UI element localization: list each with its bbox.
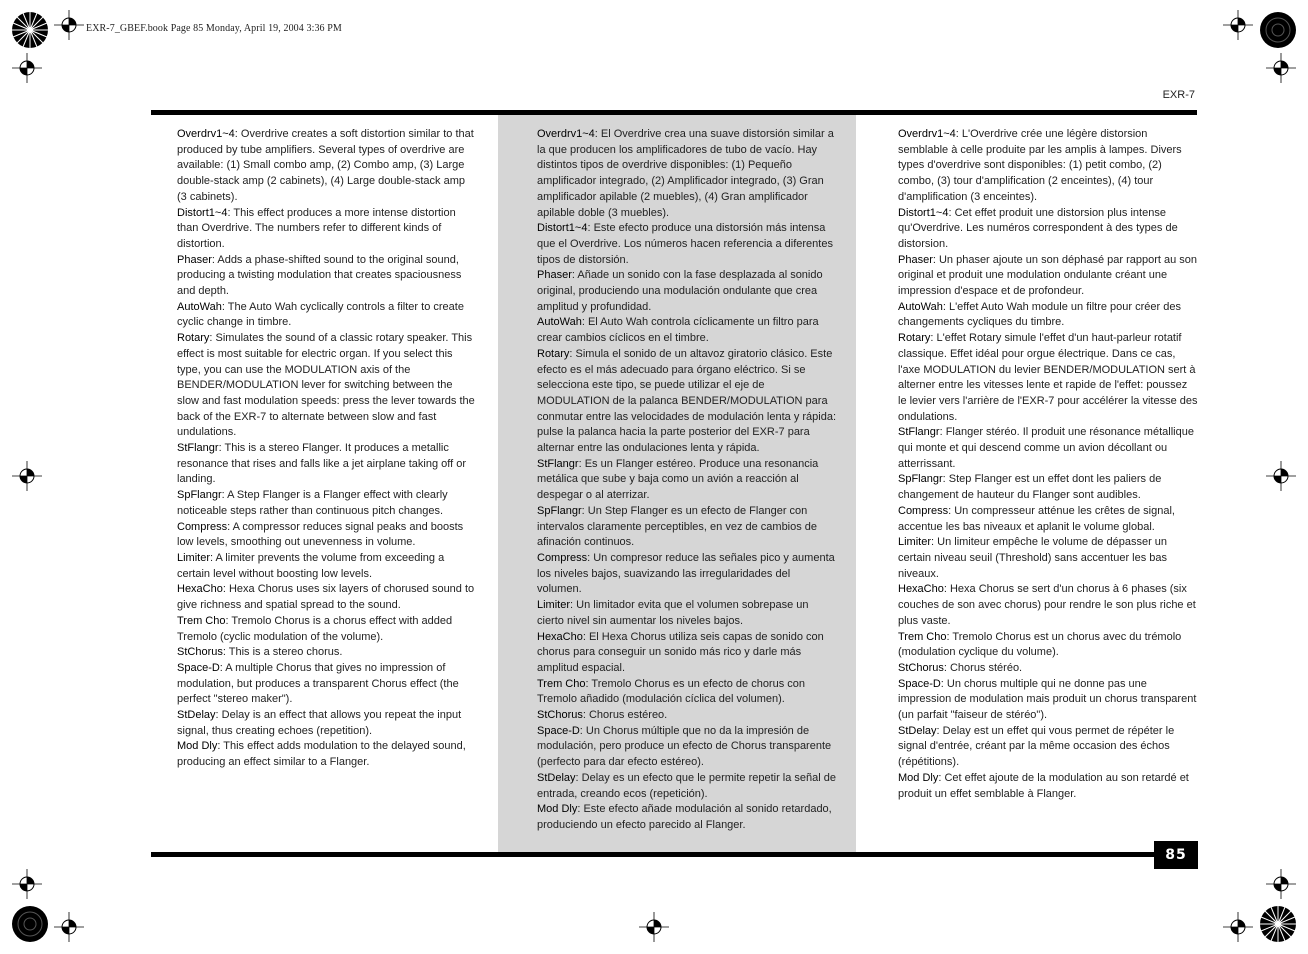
entry-term: Limiter: [177, 551, 211, 564]
entry-distortion: [177, 206, 477, 253]
entry-text: : Un chorus multiple qui ne donne pas une impression de modulation mais produit un chorus transparent (un parfait "faiseur de stéréo").: [898, 677, 1197, 722]
entry-text: : Hexa Chorus se sert d'un chorus à 6 phases (six couches de son avec chorus) pour rendre le son plus riche et plus vaste.: [898, 583, 1196, 627]
entry-hexacho: [177, 582, 477, 613]
entry-text: : Este efecto produce una distorsión más intensa que el Overdrive. Los números hacen referencia a diferentes tipos de distorsión.: [537, 222, 833, 266]
entry-text: : Simulates the sound of a classic rotary speaker. This effect is most suitable for electric organ. If you select this type, you can use the MODULATION axis of the BENDER/MODULATION lever for switching between the slow and fast modulation speeds: press the lever towards the back of the EXR-7 to alternate between slow and fast undulations.: [177, 332, 475, 439]
entry-limiter: [537, 598, 837, 629]
entry-term: Rotary: [177, 332, 210, 345]
model-label: EXR-7: [1162, 89, 1195, 101]
entry-distortion: [898, 206, 1198, 253]
entry-term: Distort1~4: [898, 206, 949, 219]
entry-distortion: [537, 221, 837, 268]
entry-text: : Delay es un efecto que le permite repetir la señal de entrada, creando ecos (repetición).: [537, 771, 837, 800]
entry-spaced: [537, 724, 837, 771]
english-column: [177, 127, 477, 771]
entry-term: StChorus: [537, 709, 583, 722]
entry-text: : Cet effet produit une distorsion plus intense qu'Overdrive. Les numéros correspondent à des types de distorsion.: [898, 206, 1178, 250]
entry-term: StChorus: [177, 646, 223, 659]
entry-term: SpFlangr: [537, 504, 582, 517]
entry-limiter: [177, 551, 477, 582]
entry-term: Limiter: [537, 599, 571, 612]
entry-text: : The Auto Wah cyclically controls a filter to create cyclic change in timbre.: [177, 300, 464, 329]
entry-term: Compress: [177, 520, 228, 533]
entry-term: HexaCho: [898, 583, 944, 596]
entry-text: : A Step Flanger is a Flanger effect with clearly noticeable steps rather than continuous pitch changes.: [177, 489, 448, 517]
entry-text: : Un compresseur atténue les crêtes de signal, accentue les bas niveaux et aplanit le volume global.: [898, 504, 1175, 533]
entry-rotary: [537, 347, 837, 457]
registration-crosshair-icon: [12, 53, 42, 83]
entry-term: Distort1~4: [537, 222, 588, 235]
registration-crosshair-icon: [54, 912, 84, 942]
entry-text: : This is a stereo chorus.: [222, 646, 343, 659]
entry-text: : Delay is an effect that allows you repeat the input signal, thus creating echoes (repetition).: [177, 709, 462, 737]
entry-term: AutoWah: [177, 300, 222, 313]
entry-term: HexaCho: [537, 630, 583, 643]
entry-text: : Cet effet ajoute de la modulation au son retardé et produit un effet semblable à Flanger.: [898, 771, 1189, 800]
entry-term: StDelay: [898, 724, 937, 737]
registration-crosshair-icon: [12, 461, 42, 491]
entry-text: : El Hexa Chorus utiliza seis capas de sonido con chorus para conseguir un sonido más rico y darle más amplitud espacial.: [537, 630, 824, 674]
entry-overdrive: [898, 127, 1198, 206]
entry-term: Compress: [537, 551, 588, 564]
entry-term: StFlangr: [537, 457, 579, 470]
entry-compress: [177, 520, 477, 551]
entry-text: : El Overdrive crea una suave distorsión similar a la que producen los amplificadores de tubo de vacío. Hay distintos tipos de overdrive disponibles: (1) Pequeño amplificador integrado, (2) Amplificador integrado, (3) Gran amplificador apilable (2 muebles), (4) Gran amplificador apilable doble (3 muebles).: [537, 128, 834, 219]
entry-text: : Este efecto añade modulación al sonido retardado, produciendo un efecto parecido al Flanger.: [537, 803, 832, 831]
entry-text: : Es un Flanger estéreo. Produce una resonancia metálica que sube y baja como un avión a reacción al despegar o al aterrizar.: [537, 457, 819, 502]
entry-text: : Un Chorus múltiple que no da la impresión de modulación, pero produce un efecto de Chorus transparente (perfecto para dar efecto estéreo).: [537, 724, 832, 769]
entry-stflangr: [537, 457, 837, 504]
entry-term: Mod Dly: [177, 740, 218, 753]
bottom-rule: [151, 852, 1154, 857]
entry-phaser: [537, 268, 837, 315]
entry-compress: [898, 504, 1198, 535]
entry-stchorus: [537, 708, 837, 724]
entry-moddly: [537, 802, 837, 833]
entry-stdelay: [177, 708, 477, 739]
entry-term: Phaser: [898, 253, 933, 266]
entry-term: Space-D: [898, 677, 941, 690]
registration-crosshair-icon: [54, 10, 84, 40]
entry-term: Overdrv1~4: [898, 128, 956, 140]
entry-text: : A compressor reduces signal peaks and boosts low levels, smoothing out unevenness in volume.: [177, 520, 464, 549]
entry-term: AutoWah: [537, 316, 582, 329]
entry-term: Space-D: [177, 661, 220, 674]
entry-term: Compress: [898, 504, 949, 517]
entry-text: : Tremolo Chorus est un chorus avec du trémolo (modulation cyclique du volume).: [898, 630, 1182, 659]
starburst-mark-icon: [10, 10, 50, 50]
entry-overdrive: [537, 127, 837, 221]
entry-phaser: [898, 253, 1198, 300]
entry-text: : Un phaser ajoute un son déphasé par rapport au son original et produit une modulation ondulante créant une impression d'espace et de profondeur.: [898, 253, 1198, 298]
entry-text: : A limiter prevents the volume from exceeding a certain level without boosting low levels.: [177, 551, 445, 580]
entry-compress: [537, 551, 837, 598]
registration-crosshair-icon: [1223, 10, 1253, 40]
registration-crosshair-icon: [1266, 53, 1296, 83]
entry-text: : Adds a phase-shifted sound to the original sound, producing a twisting modulation that creates spaciousness and depth.: [177, 253, 462, 298]
entry-term: AutoWah: [898, 300, 943, 313]
entry-spaced: [898, 677, 1198, 724]
entry-stflangr: [177, 441, 477, 488]
entry-overdrive: [177, 127, 477, 206]
entry-text: : L'effet Auto Wah module un filtre pour créer des changements cycliques du timbre.: [898, 300, 1181, 329]
entry-spaced: [177, 661, 477, 708]
entry-term: Phaser: [537, 269, 572, 282]
entry-spflangr: [898, 472, 1198, 503]
registration-crosshair-icon: [1266, 869, 1296, 899]
entry-stchorus: [898, 661, 1198, 677]
entry-rotary: [898, 331, 1198, 425]
entry-term: Phaser: [177, 253, 212, 266]
entry-hexacho: [898, 582, 1198, 629]
entry-text: : Delay est un effet qui vous permet de répéter le signal d'entrée, créant par la même occasion des échos (répétitions).: [898, 724, 1175, 769]
entry-term: StFlangr: [177, 442, 219, 455]
entry-term: StChorus: [898, 661, 944, 674]
print-header: EXR-7_GBEF.book Page 85 Monday, April 19, 2004 3:36 PM: [86, 23, 342, 34]
entry-term: Mod Dly: [898, 771, 939, 784]
entry-text: : Chorus stéréo.: [943, 661, 1023, 674]
page-number-badge: 85: [1154, 841, 1198, 869]
registration-crosshair-icon: [1223, 912, 1253, 942]
entry-spflangr: [177, 488, 477, 519]
entry-rotary: [177, 331, 477, 441]
entry-text: : Overdrive creates a soft distortion similar to that produced by tube amplifiers. Several types of overdrive are available: (1) Small combo amp, (2) Combo amp, (3) Large double-stack amp (2 cabinets), (4) Large double-stack amp (3 cabinets).: [177, 128, 474, 203]
entry-term: Trem Cho: [177, 614, 226, 627]
entry-text: : Tremolo Chorus is a chorus effect with added Tremolo (cyclic modulation of the volume).: [177, 614, 453, 643]
entry-text: : L'Overdrive crée une légère distorsion semblable à celle produite par les amplis à lampes. Divers types d'overdrive sont disponibles: (1) petit combo, (2) combo, (3) tour d'amplification (2 enceintes), (4) tour d'amplification (3 enceintes).: [898, 128, 1182, 203]
entry-autowah: [177, 300, 477, 331]
registration-crosshair-icon: [1266, 461, 1296, 491]
entry-text: : Un Step Flanger es un efecto de Flanger con intervalos claramente perceptibles, en vez de cambios de afinación continuos.: [537, 504, 818, 549]
starburst-mark-icon: [1258, 904, 1298, 944]
entry-text: : Tremolo Chorus es un efecto de chorus con Tremolo añadido (modulación cíclica del volumen).: [537, 677, 806, 706]
french-column: [898, 127, 1198, 802]
entry-text: : This effect produces a more intense distortion than Overdrive. The numbers refer to different kinds of distortion.: [177, 206, 456, 250]
entry-text: : Un compresor reduce las señales pico y aumenta los niveles bajos, suavizando las irregularidades del volumen.: [537, 551, 835, 596]
entry-term: Overdrv1~4: [177, 128, 235, 140]
entry-stdelay: [898, 724, 1198, 771]
entry-stdelay: [537, 771, 837, 802]
entry-text: : Simula el sonido de un altavoz giratorio clásico. Este efecto es el más adecuado para órgano eléctrico. Si se selecciona este tipo, se puede utilizar el eje de MODULATION de la palanca BENDER/MODULATION para conmutar entre las velocidades de modulación lenta y rápida: pulse la palanca hacia la parte posterior del EXR-7 para alternar entre las ondulaciones lenta y rápida.: [537, 347, 837, 455]
entry-term: HexaCho: [177, 583, 223, 596]
entry-term: Trem Cho: [898, 630, 947, 643]
entry-text: : Un limiteur empêche le volume de dépasser un certain niveau seuil (Threshold) sans accentuer les bas niveaux.: [898, 536, 1168, 580]
entry-moddly: [177, 739, 477, 770]
entry-text: : Step Flanger est un effet dont les paliers de changement de hauteur du Flanger sont audibles.: [898, 473, 1162, 502]
entry-term: Mod Dly: [537, 803, 578, 816]
entry-text: : This is a stereo Flanger. It produces a metallic resonance that rises and falls like a jet airplane taking off or landing.: [177, 442, 467, 486]
entry-term: Space-D: [537, 724, 580, 737]
entry-text: : A multiple Chorus that gives no impression of modulation, but produces a transparent Chorus effect (the perfect "stereo maker").: [177, 661, 459, 706]
entry-tremcho: [898, 630, 1198, 661]
entry-term: Trem Cho: [537, 677, 586, 690]
entry-text: : This effect adds modulation to the delayed sound, producing an effect similar to a Flanger.: [177, 740, 466, 769]
entry-term: StDelay: [537, 771, 576, 784]
entry-term: Distort1~4: [177, 206, 228, 219]
spanish-column: [537, 127, 837, 834]
color-bar-mark-icon: [1258, 10, 1298, 50]
entry-tremcho: [537, 677, 837, 708]
entry-term: StFlangr: [898, 426, 940, 439]
entry-term: Rotary: [537, 347, 570, 360]
entry-text: : L'effet Rotary simule l'effet d'un haut-parleur rotatif classique. Effet idéal pour orgue électrique. Dans ce cas, l'axe MODULATION du levier BENDER/MODULATION sert à alterner entre les vitesses lente et rapide de l'effet: poussez le levier vers l'arrière de l'EXR-7 pour accélérer la vitesse des ondulations.: [898, 332, 1198, 423]
entry-stchorus: [177, 645, 477, 661]
entry-term: SpFlangr: [898, 473, 943, 486]
registration-crosshair-icon: [639, 912, 669, 942]
entry-term: Overdrv1~4: [537, 128, 595, 140]
entry-moddly: [898, 771, 1198, 802]
color-bar-mark-icon: [10, 904, 50, 944]
entry-text: : Chorus estéreo.: [582, 709, 668, 722]
entry-term: SpFlangr: [177, 489, 222, 502]
entry-text: : Un limitador evita que el volumen sobrepase un cierto nivel sin aumentar los niveles bajos.: [537, 599, 809, 627]
entry-text: : Flanger stéréo. Il produit une résonance métallique qui monte et qui descend comme un avion décollant ou atterrissant.: [898, 426, 1194, 470]
entry-autowah: [898, 300, 1198, 331]
entry-text: : El Auto Wah controla cíclicamente un filtro para crear cambios cíclicos en el timbre.: [537, 316, 819, 345]
entry-term: StDelay: [177, 709, 216, 722]
entry-tremcho: [177, 614, 477, 645]
entry-text: : Añade un sonido con la fase desplazada al sonido original, produciendo una modulación ondulante que crea amplitud y profundidad.: [537, 269, 823, 313]
entry-stflangr: [898, 425, 1198, 472]
entry-text: : Hexa Chorus uses six layers of chorused sound to give richness and spatial spread to the sound.: [177, 583, 475, 612]
entry-autowah: [537, 315, 837, 346]
entry-term: Limiter: [898, 536, 932, 549]
registration-crosshair-icon: [12, 869, 42, 899]
entry-spflangr: [537, 504, 837, 551]
entry-hexacho: [537, 630, 837, 677]
entry-term: Rotary: [898, 332, 931, 345]
entry-phaser: [177, 253, 477, 300]
entry-limiter: [898, 535, 1198, 582]
